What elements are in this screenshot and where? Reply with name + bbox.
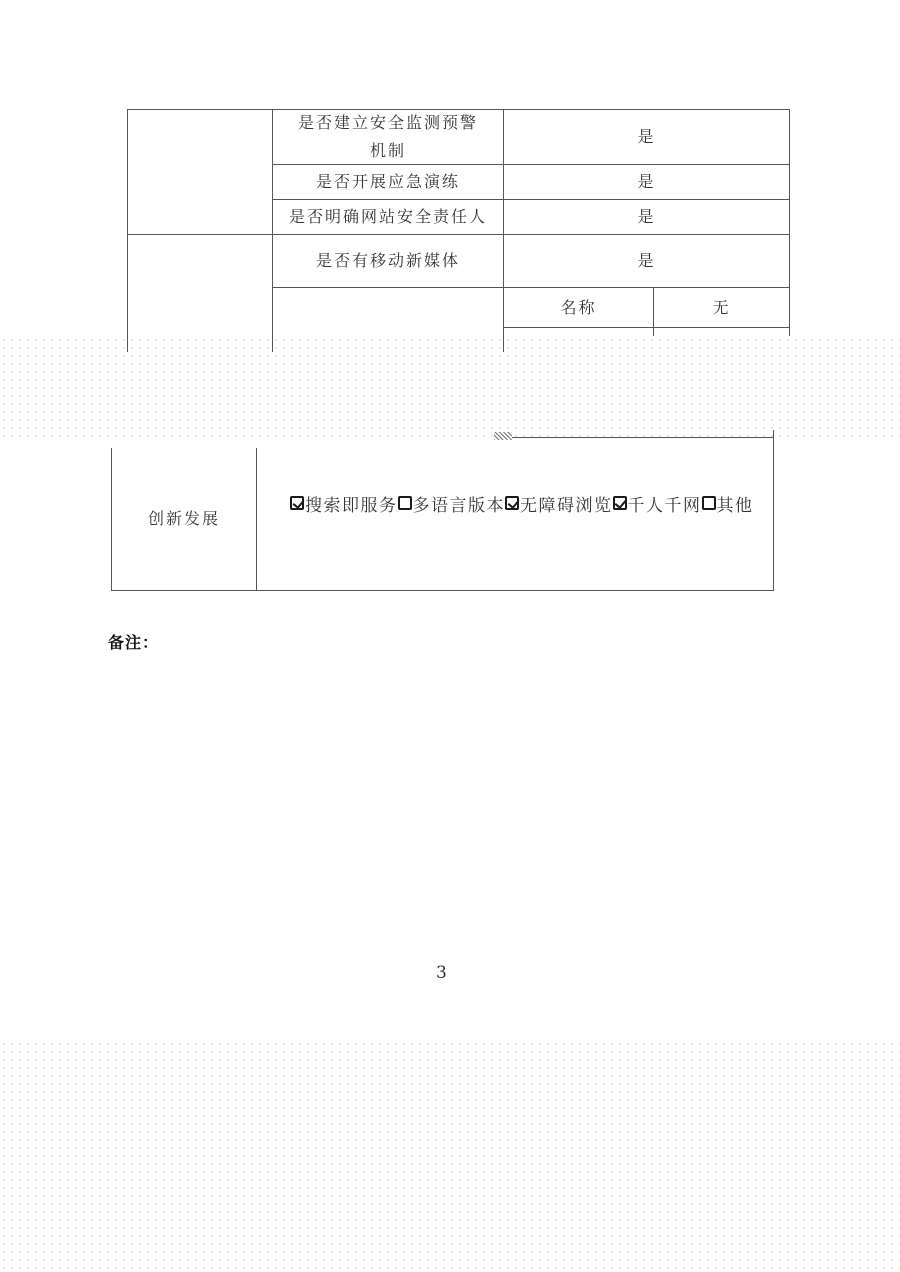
table-subheader-cell (504, 288, 653, 327)
option-multilanguage[interactable] (398, 491, 506, 516)
page-number: 3 (436, 963, 447, 983)
table-question-cell (273, 235, 503, 287)
table-border (127, 109, 128, 352)
answer-monitoring-warning: 是 (637, 127, 656, 146)
innovation-label: 创新发展 (147, 509, 220, 528)
question-mobile-media: 是否有移动新媒体 (315, 251, 460, 270)
table-border (111, 590, 774, 591)
table-subvalue-cell (654, 288, 789, 327)
page-background-pattern (0, 1040, 900, 1272)
option-label: 无障碍浏览 (520, 495, 613, 516)
table-top-mask (504, 328, 790, 336)
innovation-options (290, 488, 770, 518)
checkbox-empty-icon[interactable] (398, 496, 412, 510)
remarks-label: 备注： (108, 633, 160, 652)
option-label: 其他 (716, 495, 754, 516)
option-label: 千人千网 (627, 495, 702, 516)
answer-mobile-media: 是 (637, 251, 656, 270)
table-border (504, 327, 790, 328)
table-border (512, 437, 774, 438)
page-background-pattern (0, 336, 900, 440)
question-security-owner: 是否明确网站安全责任人 (288, 207, 487, 226)
sub-value-none: 无 (712, 297, 731, 317)
option-search-as-service[interactable] (290, 491, 398, 516)
table-border (773, 430, 774, 591)
option-label: 多语言版本 (412, 495, 505, 516)
scan-artifact (494, 432, 512, 440)
table-answer-cell (504, 235, 789, 287)
checkbox-empty-icon[interactable] (702, 496, 716, 510)
answer-emergency-drill: 是 (637, 172, 656, 191)
table-question-cell (273, 200, 503, 234)
innovation-label-cell (112, 448, 256, 590)
question-emergency-drill: 是否开展应急演练 (315, 172, 460, 191)
checkbox-checked-icon[interactable] (290, 496, 304, 510)
option-personalized[interactable] (613, 491, 702, 516)
table-answer-cell (504, 110, 789, 164)
question-monitoring-warning: 是否建立安全监测预警机制 (297, 113, 478, 160)
option-accessibility[interactable] (505, 491, 613, 516)
checkbox-checked-icon[interactable] (505, 496, 519, 510)
answer-security-owner: 是 (637, 207, 656, 226)
option-label: 搜索即服务 (305, 495, 398, 516)
table-answer-cell (504, 200, 789, 234)
checkbox-checked-icon[interactable] (613, 496, 627, 510)
sub-label-name: 名称 (560, 297, 597, 317)
option-other[interactable] (702, 491, 754, 516)
table-border (789, 109, 790, 336)
table-answer-cell (504, 165, 789, 199)
table-border (256, 448, 257, 591)
table-question-cell (273, 165, 503, 199)
table-question-cell (290, 110, 486, 164)
